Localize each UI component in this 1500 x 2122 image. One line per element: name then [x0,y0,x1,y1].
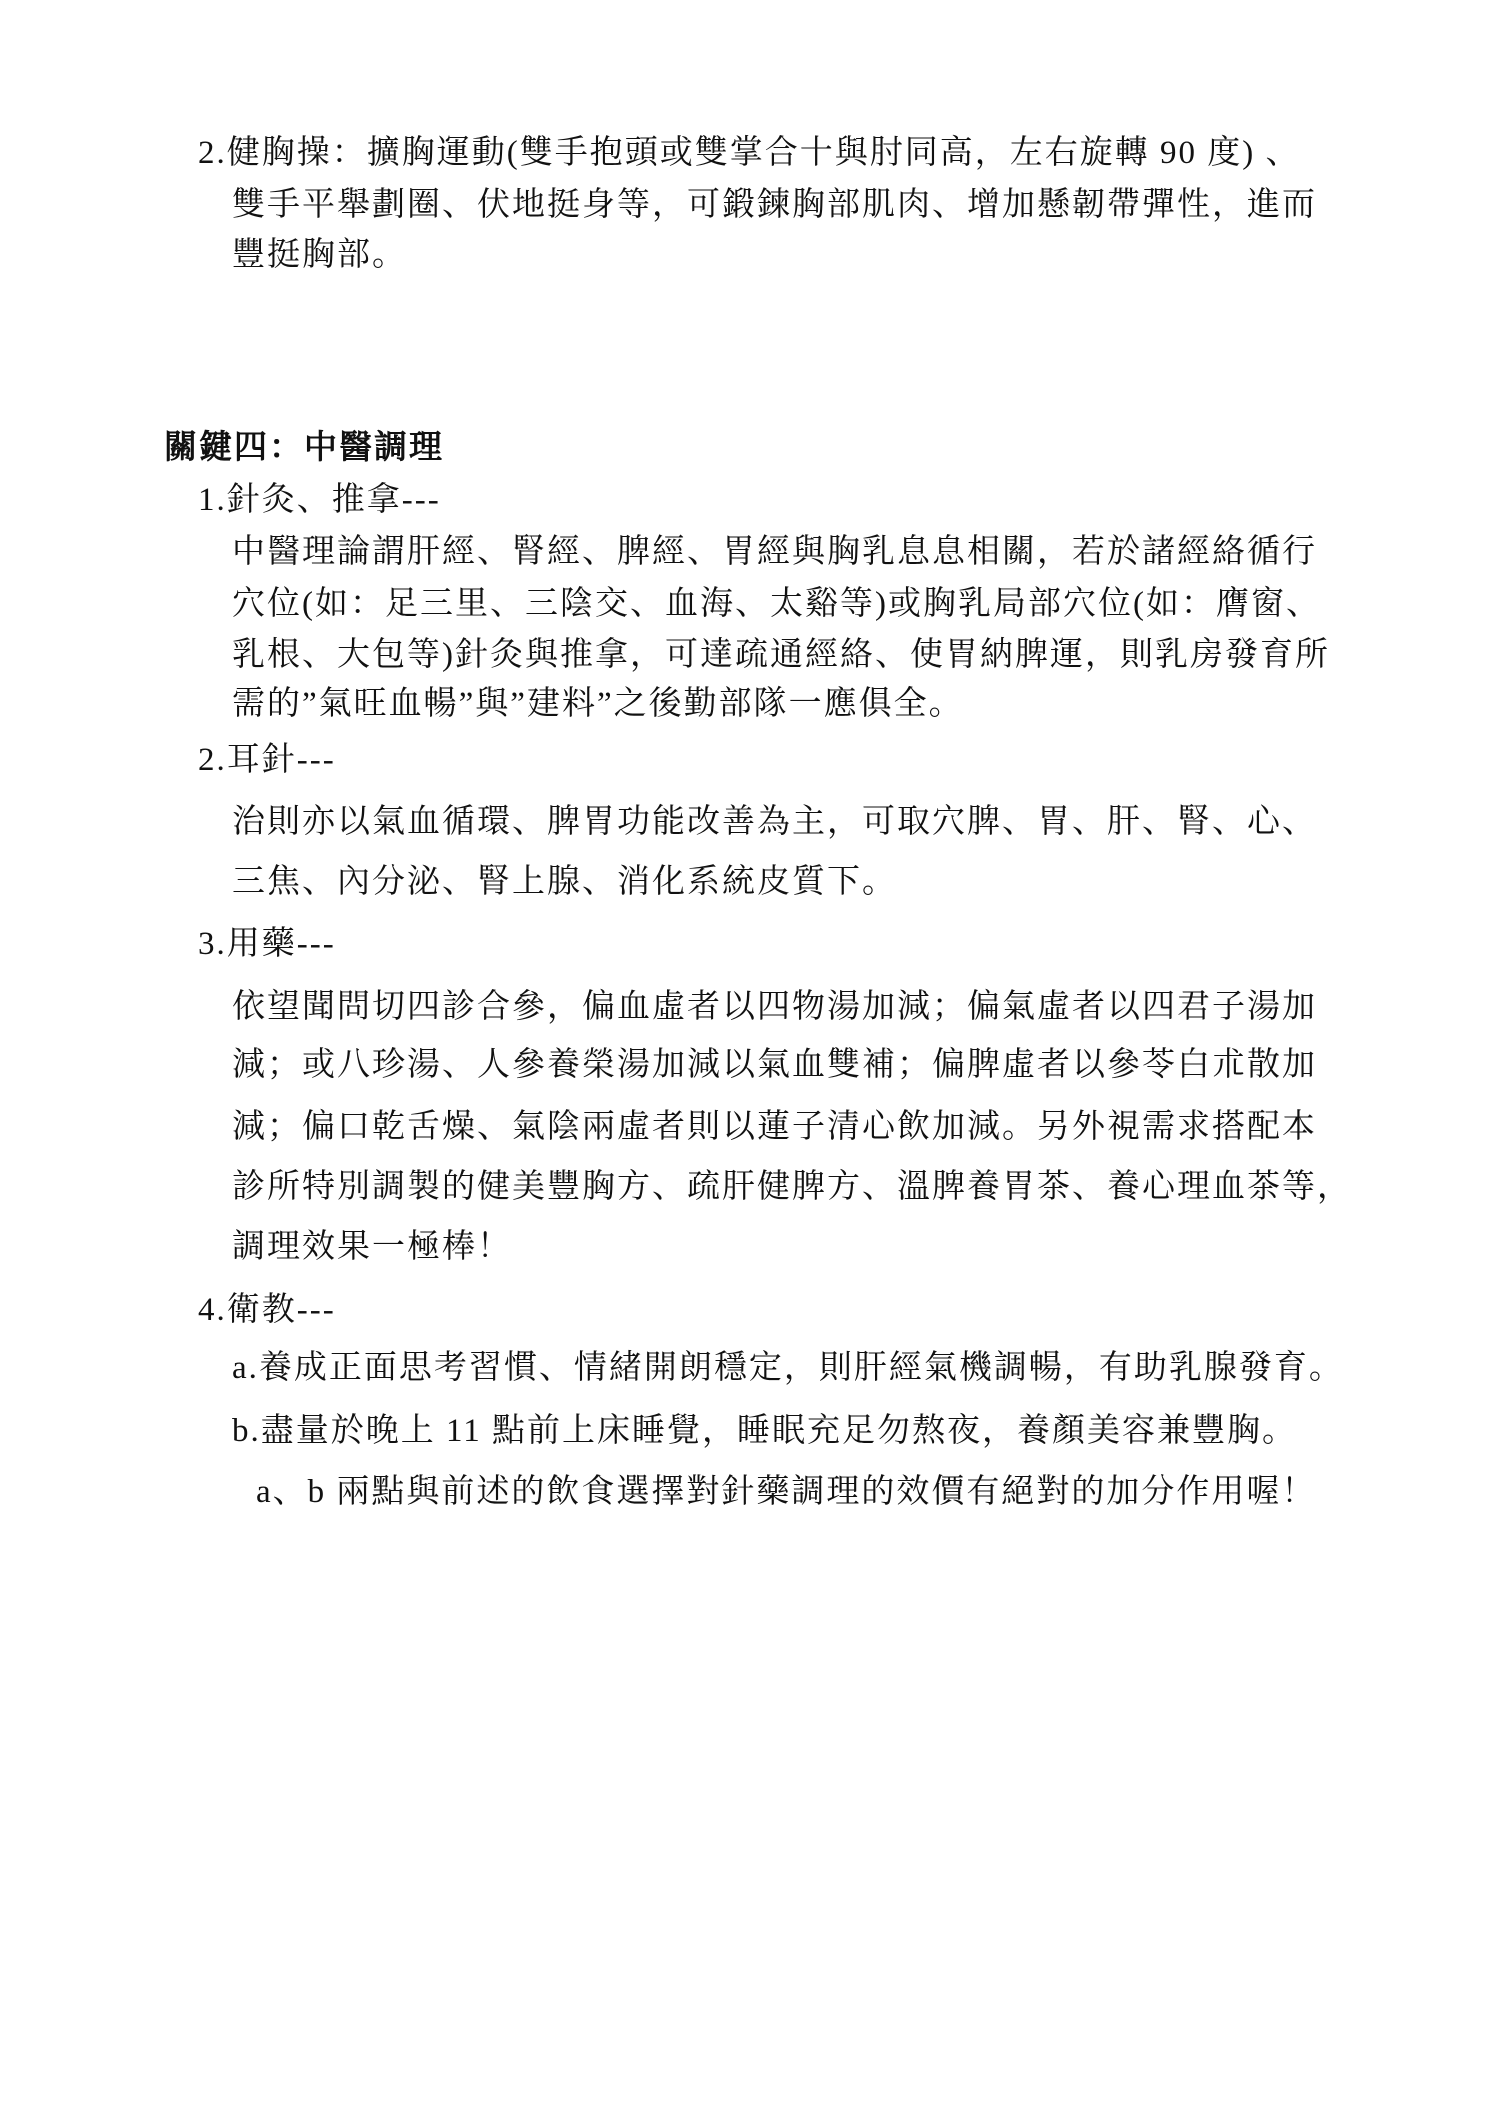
item-body-line: 需的”氣旺血暢”與”建料”之後勤部隊一應俱全。 [232,686,964,722]
item-body-line: b.盡量於晚上 11 點前上床睡覺，睡眠充足勿熬夜，養顏美容兼豐胸。 [232,1413,1298,1449]
item-body-line: 減；偏口乾舌燥、氣陰兩虛者則以蓮子清心飲加減。另外視需求搭配本 [232,1109,1317,1145]
item-note: a、b 兩點與前述的飲食選擇對針藥調理的效價有絕對的加分作用喔！ [256,1474,1317,1510]
item-title-health-education: 4.衛教--- [198,1292,336,1328]
breast-exercise-item-line: 雙手平舉劃圈、伏地挺身等，可鍛鍊胸部肌肉、增加懸韌帶彈性，進而 [232,187,1317,223]
item-body-line: 治則亦以氣血循環、脾胃功能改善為主，可取穴脾、胃、肝、腎、心、 [232,804,1317,840]
item-title-acupuncture: 1.針灸、推拿--- [198,482,441,518]
item-title-medication: 3.用藥--- [198,926,336,962]
item-body-line: 三焦、內分泌、腎上腺、消化系統皮質下。 [232,864,897,900]
item-body-line: a.養成正面思考習慣、情緒開朗穩定，則肝經氣機調暢，有助乳腺發育。 [232,1350,1344,1386]
breast-exercise-item-line: 豐挺胸部。 [232,237,407,273]
section-heading: 關鍵四：中醫調理 [164,427,444,466]
item-body-line: 中醫理論謂肝經、腎經、脾經、胃經與胸乳息息相關，若於諸經絡循行 [232,534,1317,570]
item-body-line: 減；或八珍湯、人參養榮湯加減以氣血雙補；偏脾虛者以參苓白朮散加 [232,1047,1317,1083]
item-body-line: 穴位(如：足三里、三陰交、血海、太谿等)或胸乳局部穴位(如：膺窗、 [232,586,1321,622]
item-body-line: 乳根、大包等)針灸與推拿，可達疏通經絡、使胃納脾運，則乳房發育所 [232,637,1330,673]
item-body-line: 診所特別調製的健美豐胸方、疏肝健脾方、溫脾養胃茶、養心理血茶等， [232,1169,1352,1205]
item-body-line: 依望聞問切四診合參，偏血虛者以四物湯加減；偏氣虛者以四君子湯加 [232,989,1317,1025]
item-body-line: 調理效果一極棒！ [232,1229,512,1265]
item-title-ear-acupuncture: 2.耳針--- [198,742,336,778]
breast-exercise-item-line: 2.健胸操：擴胸運動(雙手抱頭或雙掌合十與肘同高，左右旋轉 90 度) 、 [198,135,1301,171]
